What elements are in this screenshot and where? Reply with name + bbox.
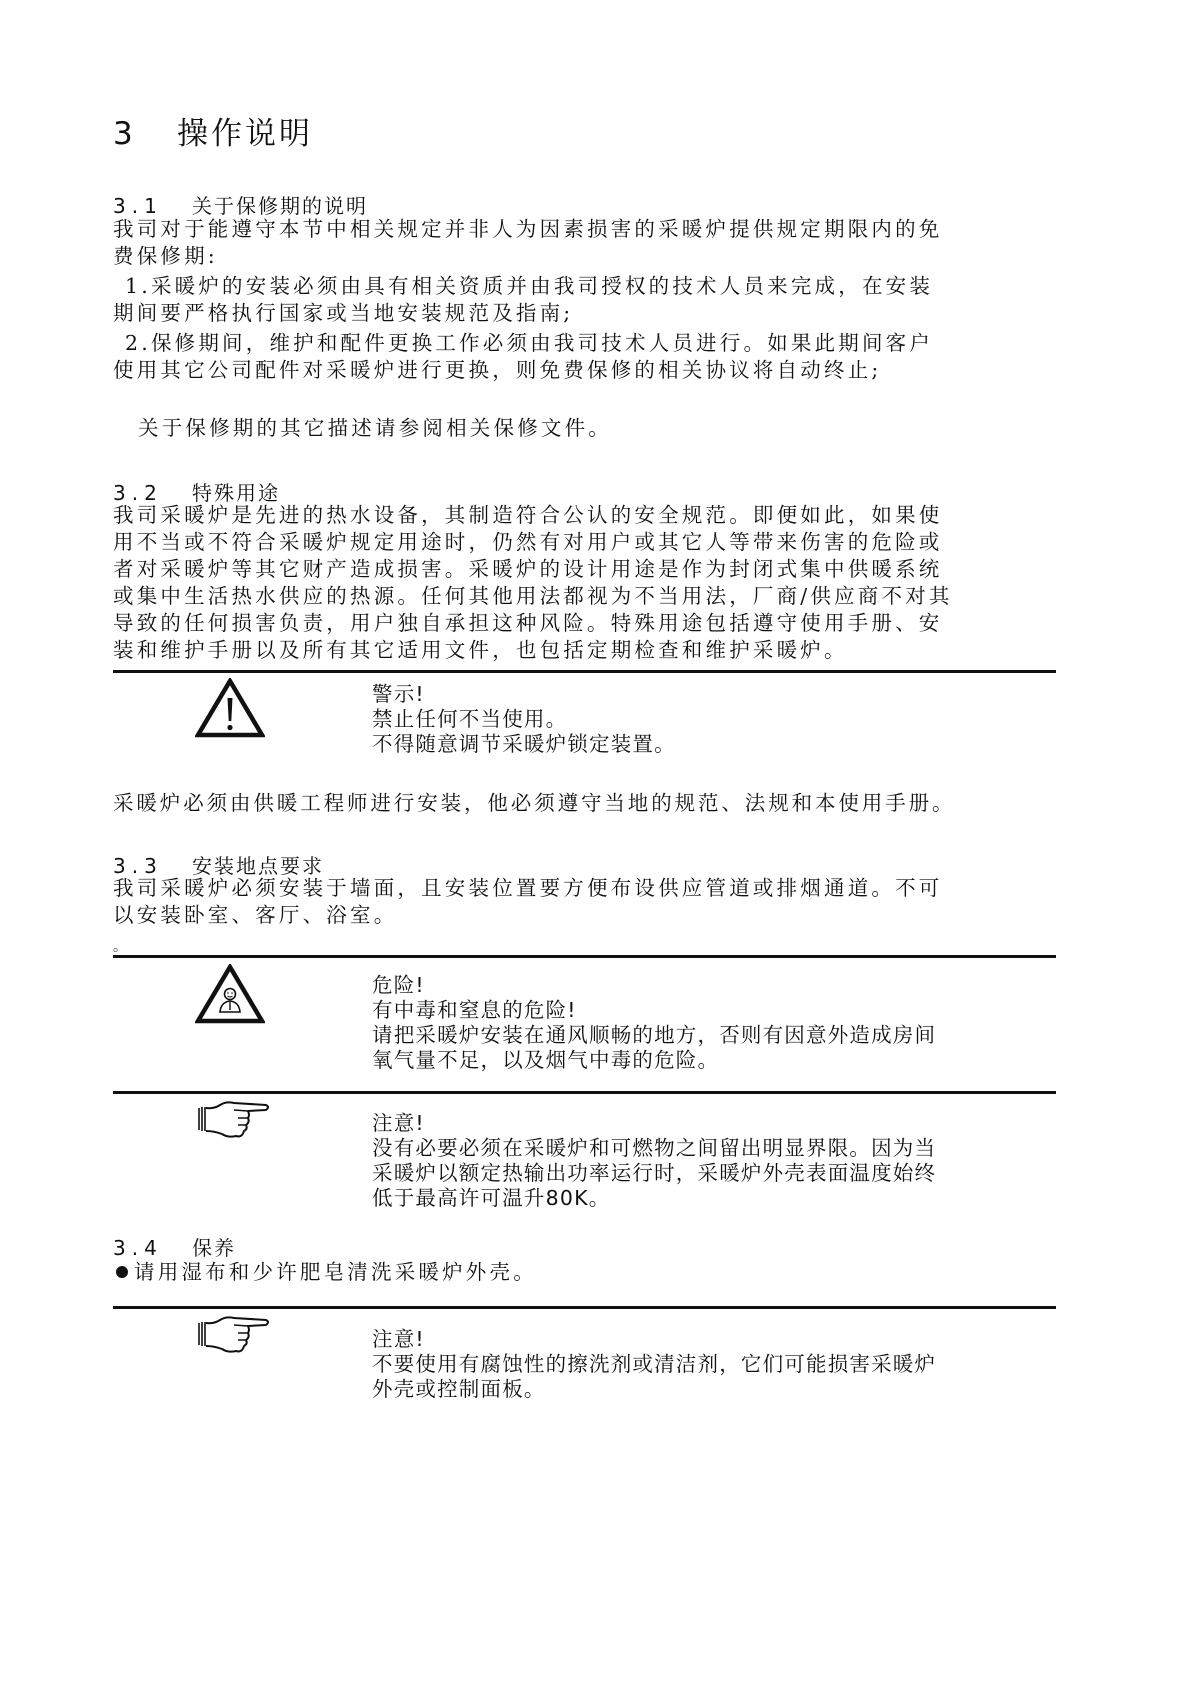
section-heading-3-4	[113, 1232, 236, 1261]
notice-line: 低于最高许可温升80K。	[372, 1186, 611, 1210]
paragraph-line: 我司采暖炉必须安装于墙面，且安装位置要方便布设供应管道或排烟通道。不可	[113, 876, 943, 900]
list-item-continuation: 使用其它公司配件对采暖炉进行更换，则免费保修的相关协议将自动终止;	[113, 358, 882, 382]
danger-suffocation-person-triangle-icon	[195, 964, 265, 1024]
installer-requirement	[113, 790, 1063, 817]
installation-location-body	[113, 875, 1063, 929]
section-title: 特殊用途	[192, 481, 280, 505]
notice-line: 请把采暖炉安装在通风顺畅的地方，否则有因意外造成房间	[372, 1023, 937, 1047]
paragraph-line: 费保修期:	[113, 244, 218, 268]
notice-line: 采暖炉以额定热输出功率运行时，采暖炉外壳表面温度始终	[372, 1161, 937, 1185]
paragraph-line: 采暖炉必须由供暖工程师进行安装，他必须遵守当地的规范、法规和本使用手册。	[113, 791, 956, 815]
notice-title: 注意!	[372, 1111, 425, 1135]
notice-title: 警示!	[372, 682, 425, 706]
notice-line: 外壳或控制面板。	[372, 1377, 546, 1401]
notice-title: 危险!	[372, 973, 425, 997]
warranty-body	[113, 216, 1063, 384]
paragraph-line: 我司采暖炉是先进的热水设备，其制造符合公认的安全规范。即便如此，如果使	[113, 503, 943, 527]
notice-line: 没有必要必须在采暖炉和可燃物之间留出明显界限。因为当	[372, 1136, 937, 1160]
pointing-hand-icon	[196, 1100, 272, 1142]
special-use-body	[113, 502, 1063, 664]
section-title: 保养	[192, 1236, 236, 1260]
warranty-note	[138, 415, 1088, 442]
section-title: 安装地点要求	[192, 854, 324, 878]
stray-mark: 。	[113, 939, 127, 955]
maintenance-body	[116, 1259, 1066, 1286]
notice-line: 禁止任何不当使用。	[372, 707, 568, 731]
paragraph-line: 者对采暖炉等其它财产造成损害。采暖炉的设计用途是作为封闭式集中供暖系统	[113, 557, 943, 581]
warning-notice	[372, 682, 676, 757]
divider	[113, 670, 1056, 673]
notice-line: 不得随意调节采暖炉锁定装置。	[372, 732, 676, 756]
chapter-number: 3	[113, 116, 136, 152]
bullet-icon	[116, 1266, 128, 1278]
paragraph-line: 装和维护手册以及所有其它适用文件，也包括定期检查和维护采暖炉。	[113, 638, 848, 662]
notice-line: 有中毒和窒息的危险!	[372, 998, 577, 1022]
paragraph-line: 以安装卧室、客厅、浴室。	[113, 903, 398, 927]
bullet-item	[116, 1259, 1066, 1286]
chapter-heading	[113, 108, 313, 153]
section-number: 3.2	[113, 481, 163, 505]
list-item: 2.保修期间，维护和配件更换工作必须由我司技术人员进行。如果此期间客户	[125, 331, 934, 355]
list-item: 1.采暖炉的安装必须由具有相关资质并由我司授权的技术人员来完成，在安装	[125, 274, 934, 298]
caution-notice-maintenance	[372, 1327, 936, 1402]
divider	[113, 1306, 1056, 1309]
bullet-text: 请用湿布和少许肥皂清洗采暖炉外壳。	[134, 1260, 537, 1284]
paragraph-line: 用不当或不符合采暖炉规定用途时，仍然有对用户或其它人等带来伤害的危险或	[113, 530, 943, 554]
paragraph-line: 我司对于能遵守本节中相关规定并非人为因素损害的采暖炉提供规定期限内的免	[113, 217, 943, 241]
warning-exclamation-triangle-icon	[195, 678, 265, 738]
note-text: 关于保修期的其它描述请参阅相关保修文件。	[138, 416, 612, 440]
paragraph-line: 导致的任何损害负责，用户独自承担这种风险。特殊用途包括遵守使用手册、安	[113, 611, 943, 635]
caution-notice	[372, 1111, 936, 1211]
list-item-continuation: 期间要严格执行国家或当地安装规范及指南;	[113, 301, 574, 325]
divider	[113, 955, 1056, 958]
section-title: 关于保修期的说明	[192, 194, 368, 218]
section-number: 3.3	[113, 854, 163, 878]
section-number: 3.4	[113, 1236, 163, 1260]
chapter-title: 操作说明	[177, 116, 313, 152]
section-heading-3-1	[113, 190, 368, 219]
pointing-hand-icon	[196, 1315, 272, 1357]
divider	[113, 1091, 1056, 1094]
paragraph-line: 或集中生活热水供应的热源。任何其他用法都视为不当用法，厂商/供应商不对其	[113, 584, 953, 608]
notice-line: 不要使用有腐蚀性的擦洗剂或清洁剂，它们可能损害采暖炉	[372, 1352, 937, 1376]
notice-line: 氧气量不足，以及烟气中毒的危险。	[372, 1048, 720, 1072]
danger-notice	[372, 973, 936, 1073]
notice-title: 注意!	[372, 1327, 425, 1351]
section-number: 3.1	[113, 194, 163, 218]
